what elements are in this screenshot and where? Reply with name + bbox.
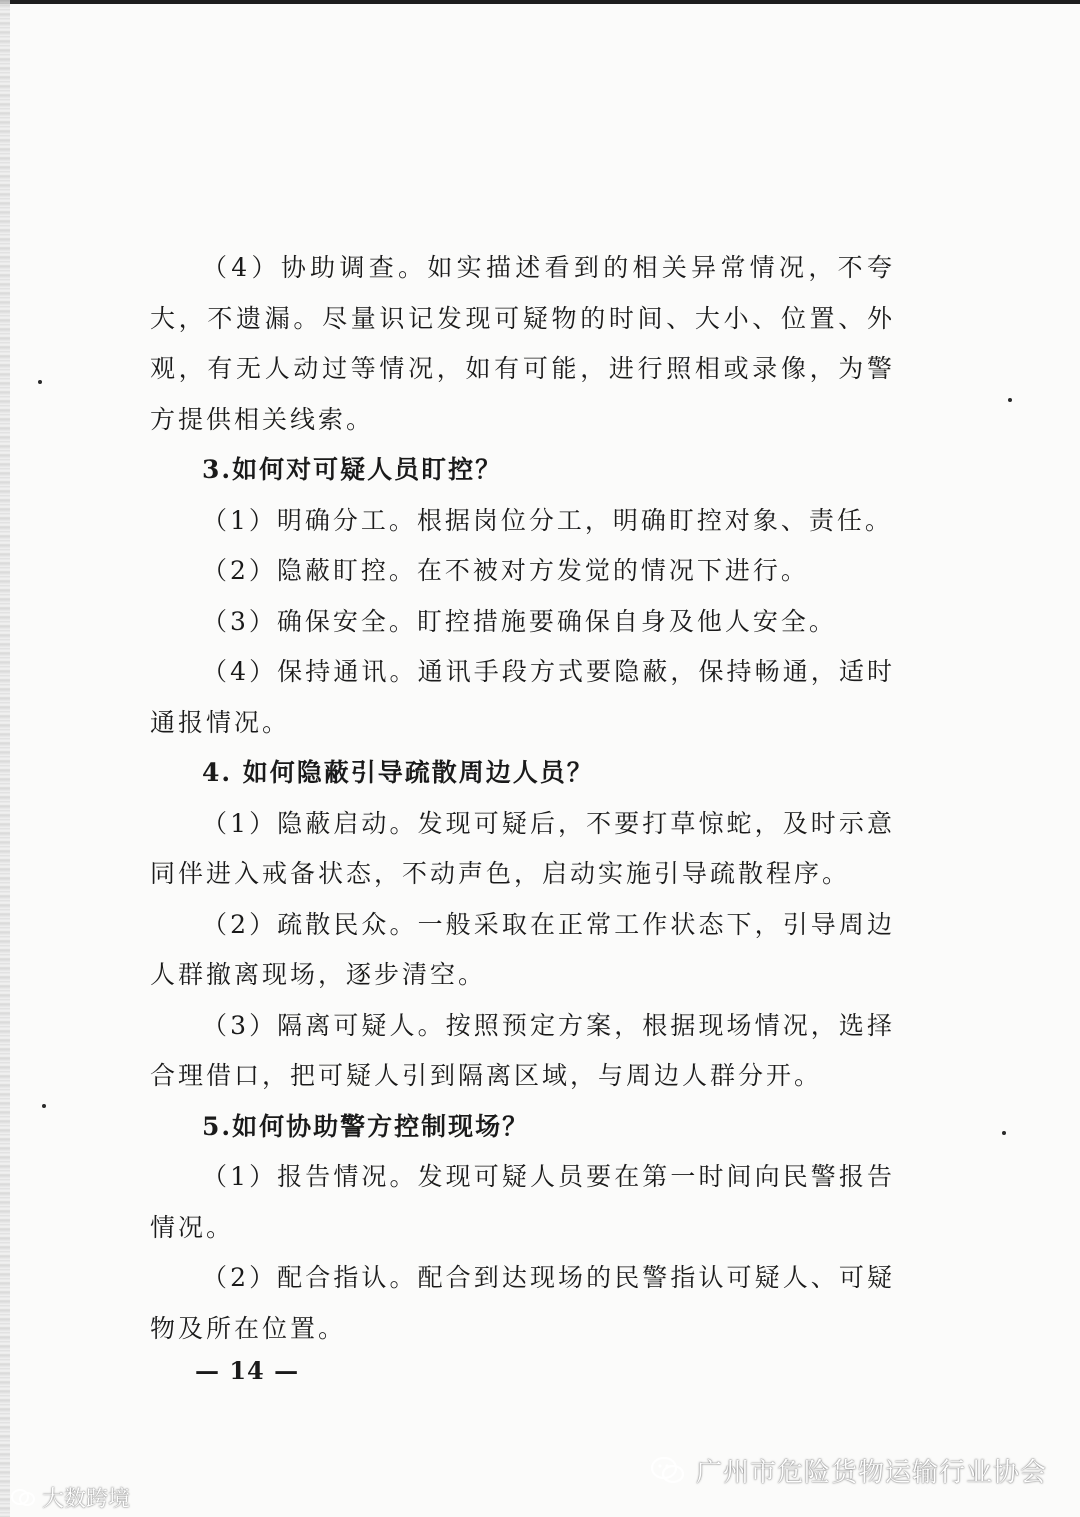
paragraph: （2）疏散民众。一般采取在正常工作状态下，引导周边人群撤离现场，逐步清空。 <box>150 909 895 989</box>
paragraph: （3）隔离可疑人。按照预定方案，根据现场情况，选择合理借口，把可疑人引到隔离区域，与周边人群分开。 <box>150 1010 895 1090</box>
scan-left-edge <box>0 0 10 1517</box>
scan-speck <box>38 380 42 384</box>
page-number: — 14 — <box>195 1356 300 1385</box>
paragraph: （2）隐蔽盯控。在不被对方发觉的情况下进行。 <box>202 556 809 585</box>
paragraph: （4）保持通讯。通讯手段方式要隐蔽，保持畅通，适时通报情况。 <box>150 657 895 737</box>
section-heading: 3.如何对可疑人员盯控？ <box>202 455 503 484</box>
wechat-icon <box>650 1456 686 1486</box>
scan-speck <box>1002 1131 1006 1135</box>
paragraph: （1）报告情况。发现可疑人员要在第一时间向民警报告情况。 <box>150 1162 895 1242</box>
scan-speck <box>1008 398 1012 402</box>
watermark-right <box>650 1452 1047 1489</box>
paragraph: （2）配合指认。配合到达现场的民警指认可疑人、可疑物及所在位置。 <box>150 1263 895 1343</box>
scan-top-edge <box>0 0 1080 4</box>
watermark-left <box>10 1482 130 1513</box>
scan-speck <box>42 1104 46 1108</box>
paragraph: （3）确保安全。盯控措施要确保自身及他人安全。 <box>202 606 837 636</box>
watermark-left-text: 大数跨境 <box>42 1487 131 1512</box>
paragraph: （4）协助调查。如实描述看到的相关异常情况，不夸大，不遗漏。尽量识记发现可疑物的时间、大小、位置、外观，有无人动过等情况，如有可能，进行照相或录像，为警方提供相关线索。 <box>150 253 895 434</box>
paragraph: （1）明确分工。根据岗位分工，明确盯控对象、责任。 <box>202 505 893 535</box>
document-body <box>150 243 895 1354</box>
chat-bubble-icon <box>10 1487 36 1509</box>
paragraph: （1）隐蔽启动。发现可疑后，不要打草惊蛇，及时示意同伴进入戒备状态，不动声色，启动实施引导疏散程序。 <box>150 808 895 888</box>
section-heading: 4. 如何隐蔽引导疏散周边人员？ <box>202 758 594 787</box>
watermark-right-text: 广州市危险货物运输行业协会 <box>696 1458 1048 1488</box>
section-heading: 5.如何协助警方控制现场？ <box>202 1111 530 1141</box>
